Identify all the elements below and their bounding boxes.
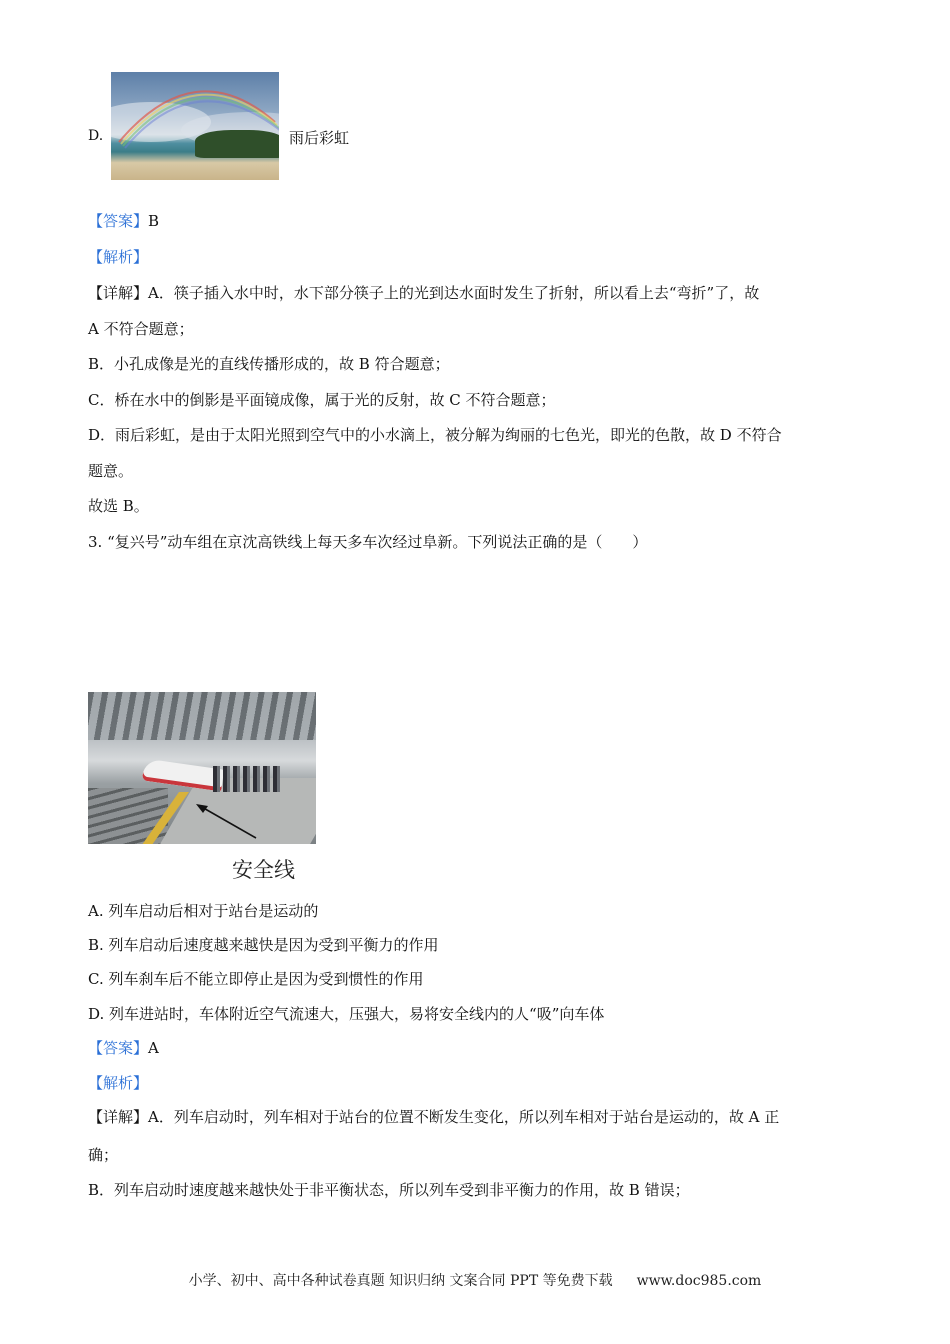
detail-label: 【详解】 — [88, 1108, 149, 1126]
detail-line-5: D．雨后彩虹，是由于太阳光照到空气中的小水滴上，被分解为绚丽的七色光，即光的色散，故 D 不符合 — [88, 426, 782, 444]
detail-line-7: 故选 B。 — [88, 497, 149, 515]
footer-text: 小学、初中、高中各种试卷真题 知识归纳 文案合同 PPT 等免费下载 — [188, 1273, 613, 1289]
detail-line-1: 【详解】A．筷子插入水中时，水下部分筷子上的光到达水面时发生了折射，所以看上去“弯折”了，故 — [88, 284, 760, 302]
option-d: D. 列车进站时，车体附近空气流速大，压强大，易将安全线内的人“吸”向车体 — [88, 1005, 605, 1023]
option-c: C. 列车刹车后不能立即停止是因为受到惯性的作用 — [88, 970, 424, 988]
option-a: A. 列车启动后相对于站台是运动的 — [88, 902, 319, 920]
detail-line-3: B．小孔成像是光的直线传播形成的，故 B 符合题意； — [88, 355, 450, 373]
option-d-letter: D. — [88, 128, 104, 144]
answer-value: B — [148, 212, 160, 230]
q3-answer-row — [88, 1037, 159, 1058]
option-d-text: 雨后彩虹 — [289, 129, 350, 147]
figure-caption: 安全线 — [232, 858, 295, 882]
analysis-label: 【解析】 — [88, 1074, 149, 1092]
answer-label: 【答案】 — [88, 1039, 149, 1057]
detail-line-2: A 不符合题意； — [88, 320, 194, 338]
detail-label: 【详解】 — [88, 284, 149, 302]
q3-detail-line-1: 【详解】A．列车启动时，列车相对于站台的位置不断发生变化，所以列车相对于站台是运动的，故 A 正 — [88, 1108, 780, 1126]
answer-label: 【答案】 — [88, 212, 149, 230]
footer-site-link[interactable]: www.doc985.com — [636, 1273, 762, 1289]
detail-line-4: C．桥在水中的倒影是平面镜成像，属于光的反射，故 C 不符合题意； — [88, 391, 556, 409]
answer-value: A — [148, 1039, 159, 1057]
q2-answer-row — [88, 210, 159, 231]
q3-detail-line-3: B．列车启动时速度越来越快处于非平衡状态，所以列车受到非平衡力的作用，故 B 错误； — [88, 1181, 690, 1199]
q3-detail-line-2: 确； — [88, 1146, 119, 1164]
rainbow-photo — [111, 72, 279, 180]
question-3-stem: 3. “复兴号”动车组在京沈高铁线上每天多车次经过阜新。下列说法正确的是（ ） — [88, 533, 648, 551]
arrow-icon — [88, 692, 316, 844]
page-footer — [0, 1270, 950, 1290]
analysis-label: 【解析】 — [88, 248, 149, 266]
option-b: B. 列车启动后速度越来越快是因为受到平衡力的作用 — [88, 936, 439, 954]
train-station-photo — [88, 692, 316, 844]
detail-line-6: 题意。 — [88, 462, 134, 480]
